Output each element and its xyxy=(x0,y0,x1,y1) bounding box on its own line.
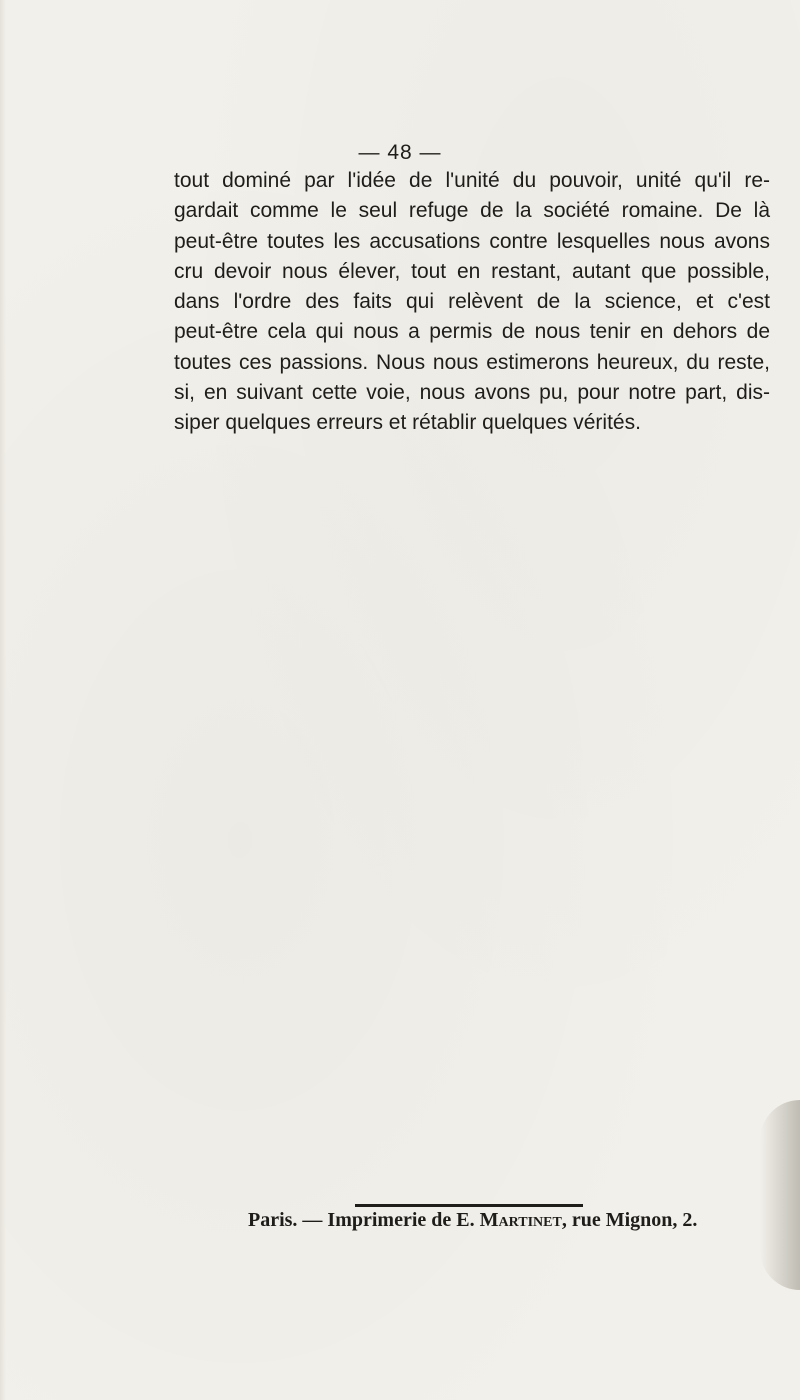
imprint-suffix: , rue Mignon, 2. xyxy=(561,1209,698,1231)
body-paragraph xyxy=(174,166,770,439)
text-line: gardait comme le seul refuge de la société romaine. De là xyxy=(174,199,770,223)
text-line: si, en suivant cette voie, nous avons pu, pour notre part, dis- xyxy=(174,381,770,405)
text-line: peut-être toutes les accusations contre lesquelles nous avons xyxy=(174,229,770,253)
text-line: cru devoir nous élever, tout en restant, autant que possible, xyxy=(174,259,770,283)
text-line: tout dominé par l'idée de l'unité du pouvoir, unité qu'il re- xyxy=(174,169,770,192)
text-line: dans l'ordre des faits qui relèvent de la science, et c'est xyxy=(174,290,770,314)
imprint-printer-name: Martinet xyxy=(479,1209,562,1231)
imprint-prefix: Paris. — Imprimerie de E. xyxy=(248,1209,480,1231)
paper-stain xyxy=(760,1100,800,1290)
text-line: peut-être cela qui nous a permis de nous tenir en dehors de xyxy=(174,320,770,344)
text-line: siper quelques erreurs et rétablir quelques vérités. xyxy=(174,411,641,435)
page-edge-shadow xyxy=(0,0,6,1400)
text-line: toutes ces passions. Nous nous estimerons heureux, du reste, xyxy=(174,350,770,374)
imprint-line xyxy=(248,1209,697,1232)
page-number: — 48 — xyxy=(358,141,442,164)
imprint-rule xyxy=(355,1204,583,1207)
